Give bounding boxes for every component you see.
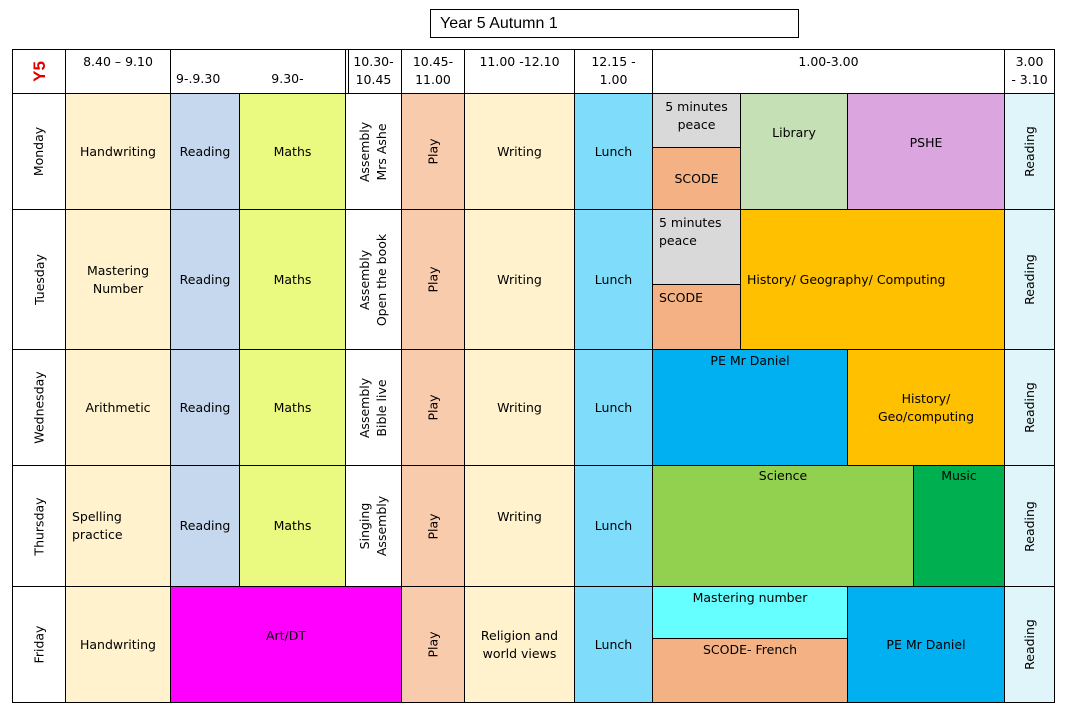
thursday-science: Science — [652, 465, 914, 587]
monday-writing: Writing — [464, 93, 575, 210]
monday-reading: Reading — [170, 93, 240, 210]
monday-reading-end: Reading — [1004, 93, 1055, 210]
thursday-music: Music — [913, 465, 1005, 587]
time-header-6: 11.00 -12.10 — [464, 49, 575, 94]
timetable-grid — [12, 49, 1055, 703]
time-header-4: 10.30- 10.45 — [345, 49, 402, 94]
day-wednesday: Wednesday — [12, 349, 66, 466]
thursday-reading: Reading — [170, 465, 240, 587]
day-tuesday: Tuesday — [12, 209, 66, 350]
monday-lunch: Lunch — [574, 93, 653, 210]
day-thursday: Thursday — [12, 465, 66, 587]
monday-pshe: PSHE — [847, 93, 1005, 210]
friday-play: Play — [401, 586, 465, 703]
time-header-5: 10.45- 11.00 — [401, 49, 465, 94]
monday-assembly: Assembly Mrs Ashe — [345, 93, 402, 210]
monday-maths: Maths — [239, 93, 346, 210]
friday-scode-french: SCODE- French — [652, 638, 848, 703]
time-header-1: 8.40 – 9.10 — [65, 49, 171, 94]
friday-lunch: Lunch — [574, 586, 653, 703]
tuesday-history-geography-computing: History/ Geography/ Computing — [740, 209, 1005, 350]
wednesday-pe: PE Mr Daniel — [652, 349, 848, 466]
tuesday-play: Play — [401, 209, 465, 350]
tuesday-reading: Reading — [170, 209, 240, 350]
day-friday: Friday — [12, 586, 66, 703]
tuesday-writing: Writing — [464, 209, 575, 350]
wednesday-reading: Reading — [170, 349, 240, 466]
year-label: Y5 — [12, 49, 66, 94]
friday-mastering-number: Mastering number — [652, 586, 848, 639]
friday-reading-end: Reading — [1004, 586, 1055, 703]
wednesday-maths: Maths — [239, 349, 346, 466]
wednesday-play: Play — [401, 349, 465, 466]
time-header-7: 12.15 - 1.00 — [574, 49, 653, 94]
time-header-2 — [170, 49, 349, 94]
time-header-3: 9.30- — [271, 71, 304, 86]
monday-library: Library — [740, 93, 848, 210]
tuesday-lunch: Lunch — [574, 209, 653, 350]
thursday-reading-end: Reading — [1004, 465, 1055, 587]
thursday-assembly: Singing Assembly — [345, 465, 402, 587]
thursday-writing: Writing — [464, 465, 575, 587]
friday-handwriting: Handwriting — [65, 586, 171, 703]
monday-peace: 5 minutes peace — [652, 93, 741, 148]
day-monday: Monday — [12, 93, 66, 210]
tuesday-peace: 5 minutes peace — [652, 209, 741, 285]
wednesday-reading-end: Reading — [1004, 349, 1055, 466]
friday-religion-world-views: Religion and world views — [464, 586, 575, 703]
wednesday-lunch: Lunch — [574, 349, 653, 466]
time-header-8: 1.00-3.00 — [652, 49, 1005, 94]
timetable-title: Year 5 Autumn 1 — [430, 9, 799, 38]
tuesday-scode: SCODE — [652, 284, 741, 350]
wednesday-arithmetic: Arithmetic — [65, 349, 171, 466]
thursday-maths: Maths — [239, 465, 346, 587]
friday-pe: PE Mr Daniel — [847, 586, 1005, 703]
wednesday-assembly: Assembly Bible live — [345, 349, 402, 466]
tuesday-maths: Maths — [239, 209, 346, 350]
tuesday-reading-end: Reading — [1004, 209, 1055, 350]
friday-art-dt: Art/DT — [170, 586, 402, 703]
tuesday-mastering-number: Mastering Number — [65, 209, 171, 350]
thursday-spelling-practice: Spelling practice — [65, 465, 171, 587]
thursday-lunch: Lunch — [574, 465, 653, 587]
tuesday-assembly: Assembly Open the book — [345, 209, 402, 350]
monday-scode: SCODE — [652, 147, 741, 210]
thursday-play: Play — [401, 465, 465, 587]
time-header-9: 3.00 - 3.10 — [1004, 49, 1055, 94]
monday-play: Play — [401, 93, 465, 210]
wednesday-writing: Writing — [464, 349, 575, 466]
monday-handwriting: Handwriting — [65, 93, 171, 210]
wednesday-history-geo-computing: History/ Geo/computing — [847, 349, 1005, 466]
time-header-2a: 9-.9.30 — [176, 71, 221, 86]
